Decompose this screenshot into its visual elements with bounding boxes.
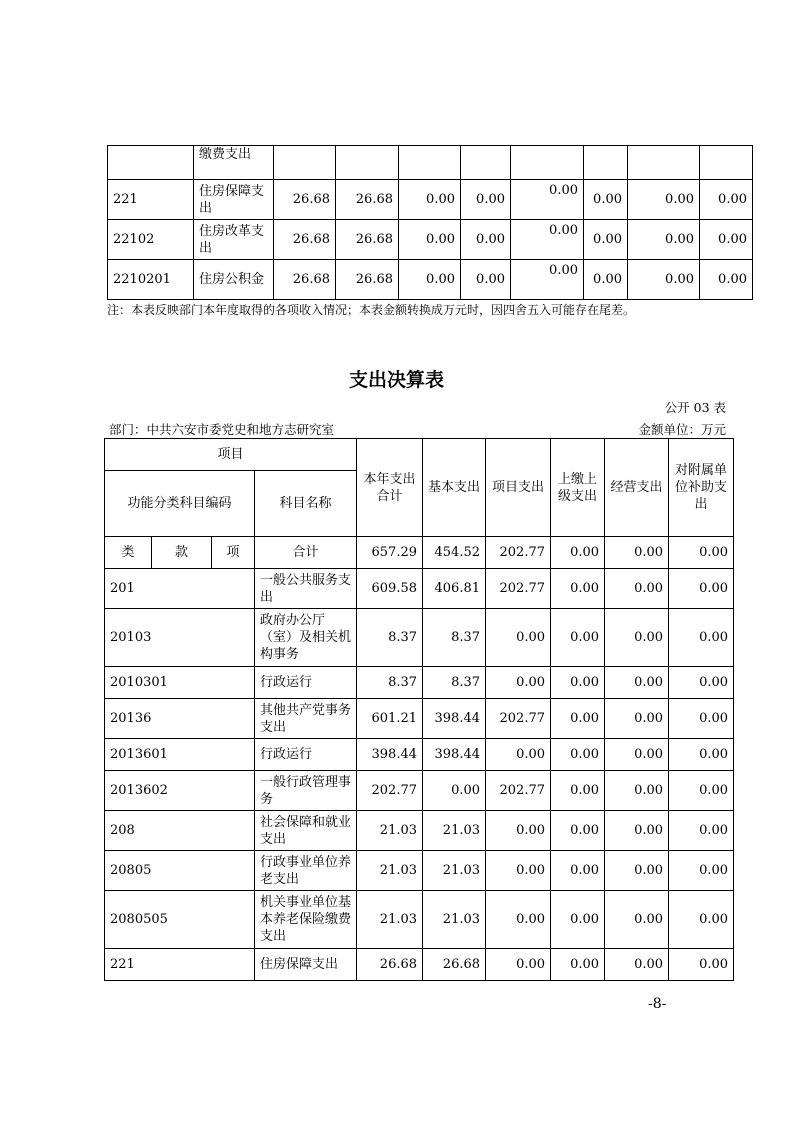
cell-code: 221 bbox=[105, 949, 255, 981]
table-note: 注：本表反映部门本年度取得的各项收入情况；本表金额转换成万元时，因四舍五入可能存在尾差。 bbox=[107, 303, 636, 317]
cell-value: 21.03 bbox=[423, 851, 486, 891]
cell-name: 一般公共服务支出 bbox=[255, 569, 357, 609]
cell-value: 0.00 bbox=[605, 949, 669, 981]
cell-value: 202.77 bbox=[486, 569, 551, 609]
cell-name: 行政运行 bbox=[255, 667, 357, 699]
cell-value: 0.00 bbox=[551, 569, 605, 609]
header-kuan: 款 bbox=[152, 537, 212, 569]
cell-value: 26.68 bbox=[336, 220, 399, 260]
total-label: 合计 bbox=[255, 537, 357, 569]
cell-value: 0.00 bbox=[399, 180, 461, 220]
cell-value: 0.00 bbox=[461, 260, 511, 300]
header-project: 项目 bbox=[105, 439, 357, 471]
cell-value: 0.00 bbox=[551, 811, 605, 851]
total-value: 0.00 bbox=[605, 537, 669, 569]
table-row bbox=[105, 851, 734, 891]
cell-value: 0.00 bbox=[669, 569, 734, 609]
cell-value: 0.00 bbox=[486, 739, 551, 771]
cell-value: 0.00 bbox=[486, 811, 551, 851]
cell-code: 22102 bbox=[108, 220, 194, 260]
cell-value: 0.00 bbox=[628, 180, 700, 220]
cell-value: 0.00 bbox=[669, 771, 734, 811]
cell-code: 2013601 bbox=[105, 739, 255, 771]
cell-value: 0.00 bbox=[511, 220, 584, 260]
cell-value bbox=[584, 146, 628, 180]
cell-value: 26.68 bbox=[423, 949, 486, 981]
total-value: 0.00 bbox=[669, 537, 734, 569]
cell-value: 0.00 bbox=[669, 699, 734, 739]
cell-value: 0.00 bbox=[486, 949, 551, 981]
cell-value bbox=[511, 146, 584, 180]
cell-value bbox=[274, 146, 336, 180]
table-row bbox=[105, 891, 734, 949]
header-col-remit: 上缴上级支出 bbox=[551, 439, 605, 537]
cell-name: 住房保障支出 bbox=[194, 180, 274, 220]
cell-value: 0.00 bbox=[628, 260, 700, 300]
cell-value: 0.00 bbox=[486, 609, 551, 667]
table-row bbox=[105, 569, 734, 609]
cell-value: 0.00 bbox=[605, 667, 669, 699]
cell-value: 0.00 bbox=[551, 891, 605, 949]
cell-value: 26.68 bbox=[274, 220, 336, 260]
cell-value: 0.00 bbox=[486, 851, 551, 891]
cell-value: 0.00 bbox=[584, 220, 628, 260]
cell-value: 0.00 bbox=[399, 220, 461, 260]
cell-value: 0.00 bbox=[669, 811, 734, 851]
cell-value: 202.77 bbox=[486, 771, 551, 811]
table-row bbox=[105, 699, 734, 739]
cell-code: 221 bbox=[108, 180, 194, 220]
cell-value: 0.00 bbox=[605, 851, 669, 891]
header-xiang: 项 bbox=[212, 537, 255, 569]
total-value: 0.00 bbox=[551, 537, 605, 569]
cell-value: 0.00 bbox=[423, 771, 486, 811]
table-row bbox=[108, 220, 753, 260]
cell-value: 398.44 bbox=[423, 739, 486, 771]
cell-value: 0.00 bbox=[669, 739, 734, 771]
cell-code: 20103 bbox=[105, 609, 255, 667]
cell-code: 2010301 bbox=[105, 667, 255, 699]
cell-value: 21.03 bbox=[357, 851, 423, 891]
cell-value: 0.00 bbox=[486, 891, 551, 949]
cell-value: 26.68 bbox=[336, 260, 399, 300]
cell-name: 行政事业单位养老支出 bbox=[255, 851, 357, 891]
table-row bbox=[105, 739, 734, 771]
cell-value: 609.58 bbox=[357, 569, 423, 609]
cell-value: 8.37 bbox=[423, 609, 486, 667]
amount-unit-label: 金额单位：万元 bbox=[638, 422, 726, 437]
cell-value: 398.44 bbox=[357, 739, 423, 771]
cell-code: 2210201 bbox=[108, 260, 194, 300]
cell-value: 0.00 bbox=[551, 609, 605, 667]
cell-name: 政府办公厅（室）及相关机构事务 bbox=[255, 609, 357, 667]
cell-value: 0.00 bbox=[605, 569, 669, 609]
cell-value: 0.00 bbox=[584, 260, 628, 300]
cell-value: 0.00 bbox=[605, 739, 669, 771]
cell-value: 0.00 bbox=[628, 220, 700, 260]
cell-value: 0.00 bbox=[399, 260, 461, 300]
table-row bbox=[105, 771, 734, 811]
header-col-subsidy: 对附属单位补助支出 bbox=[669, 439, 734, 537]
cell-name: 住房公积金 bbox=[194, 260, 274, 300]
cell-code: 2013602 bbox=[105, 771, 255, 811]
cell-value: 0.00 bbox=[605, 891, 669, 949]
cell-value: 0.00 bbox=[669, 609, 734, 667]
cell-code: 2080505 bbox=[105, 891, 255, 949]
cell-name: 社会保障和就业支出 bbox=[255, 811, 357, 851]
cell-value: 0.00 bbox=[605, 609, 669, 667]
cell-value: 26.68 bbox=[274, 180, 336, 220]
header-col-basic: 基本支出 bbox=[423, 439, 486, 537]
cell-value bbox=[700, 146, 753, 180]
cell-value bbox=[461, 146, 511, 180]
table-row bbox=[105, 949, 734, 981]
cell-value: 21.03 bbox=[357, 891, 423, 949]
cell-value: 8.37 bbox=[423, 667, 486, 699]
cell-value bbox=[336, 146, 399, 180]
cell-code: 20805 bbox=[105, 851, 255, 891]
total-value: 202.77 bbox=[486, 537, 551, 569]
cell-value bbox=[399, 146, 461, 180]
cell-value: 398.44 bbox=[423, 699, 486, 739]
table-row bbox=[105, 609, 734, 667]
cell-value: 0.00 bbox=[669, 851, 734, 891]
cell-value: 0.00 bbox=[700, 260, 753, 300]
cell-code: 201 bbox=[105, 569, 255, 609]
cell-value: 601.21 bbox=[357, 699, 423, 739]
cell-name: 缴费支出 bbox=[194, 146, 274, 180]
table-row bbox=[108, 180, 753, 220]
header-col-operating: 经营支出 bbox=[605, 439, 669, 537]
cell-value: 0.00 bbox=[551, 949, 605, 981]
form-number: 公开 03 表 bbox=[664, 400, 726, 415]
cell-value: 0.00 bbox=[486, 667, 551, 699]
cell-name: 其他共产党事务支出 bbox=[255, 699, 357, 739]
cell-value: 0.00 bbox=[551, 667, 605, 699]
header-lei: 类 bbox=[105, 537, 152, 569]
cell-value bbox=[628, 146, 700, 180]
header-col-project: 项目支出 bbox=[486, 439, 551, 537]
cell-value: 0.00 bbox=[461, 180, 511, 220]
cell-value: 26.68 bbox=[274, 260, 336, 300]
cell-value: 0.00 bbox=[669, 667, 734, 699]
cell-value: 0.00 bbox=[551, 771, 605, 811]
page-title: 支出决算表 bbox=[348, 369, 444, 391]
cell-code bbox=[108, 146, 194, 180]
cell-value: 0.00 bbox=[511, 180, 584, 220]
department-label: 部门：中共六安市委党史和地方志研究室 bbox=[109, 422, 335, 437]
page-number: -8- bbox=[648, 996, 667, 1012]
cell-value: 0.00 bbox=[605, 699, 669, 739]
cell-value: 0.00 bbox=[669, 949, 734, 981]
cell-value: 8.37 bbox=[357, 667, 423, 699]
cell-value: 0.00 bbox=[605, 771, 669, 811]
header-col-total: 本年支出合计 bbox=[357, 439, 423, 537]
cell-value: 26.68 bbox=[336, 180, 399, 220]
cell-value: 21.03 bbox=[423, 891, 486, 949]
expenditure-table bbox=[104, 438, 734, 981]
table-row bbox=[108, 260, 753, 300]
cell-value: 0.00 bbox=[584, 180, 628, 220]
table-row bbox=[105, 811, 734, 851]
cell-name: 机关事业单位基本养老保险缴费支出 bbox=[255, 891, 357, 949]
cell-value: 0.00 bbox=[461, 220, 511, 260]
income-table-continued bbox=[107, 145, 753, 300]
cell-value: 21.03 bbox=[357, 811, 423, 851]
header-subject-name: 科目名称 bbox=[255, 471, 357, 537]
cell-name: 住房改革支出 bbox=[194, 220, 274, 260]
cell-value: 21.03 bbox=[423, 811, 486, 851]
cell-value: 202.77 bbox=[357, 771, 423, 811]
cell-name: 一般行政管理事务 bbox=[255, 771, 357, 811]
table-row bbox=[105, 667, 734, 699]
cell-value: 26.68 bbox=[357, 949, 423, 981]
cell-value: 0.00 bbox=[551, 739, 605, 771]
cell-value: 0.00 bbox=[605, 811, 669, 851]
cell-value: 406.81 bbox=[423, 569, 486, 609]
table-row bbox=[108, 146, 753, 180]
cell-value: 0.00 bbox=[700, 220, 753, 260]
header-func-code: 功能分类科目编码 bbox=[105, 471, 255, 537]
cell-value: 0.00 bbox=[700, 180, 753, 220]
cell-name: 行政运行 bbox=[255, 739, 357, 771]
total-value: 454.52 bbox=[423, 537, 486, 569]
cell-code: 208 bbox=[105, 811, 255, 851]
cell-value: 202.77 bbox=[486, 699, 551, 739]
cell-value: 0.00 bbox=[551, 699, 605, 739]
cell-name: 住房保障支出 bbox=[255, 949, 357, 981]
cell-value: 0.00 bbox=[551, 851, 605, 891]
total-value: 657.29 bbox=[357, 537, 423, 569]
cell-value: 0.00 bbox=[669, 891, 734, 949]
cell-value: 8.37 bbox=[357, 609, 423, 667]
cell-value: 0.00 bbox=[511, 260, 584, 300]
cell-code: 20136 bbox=[105, 699, 255, 739]
